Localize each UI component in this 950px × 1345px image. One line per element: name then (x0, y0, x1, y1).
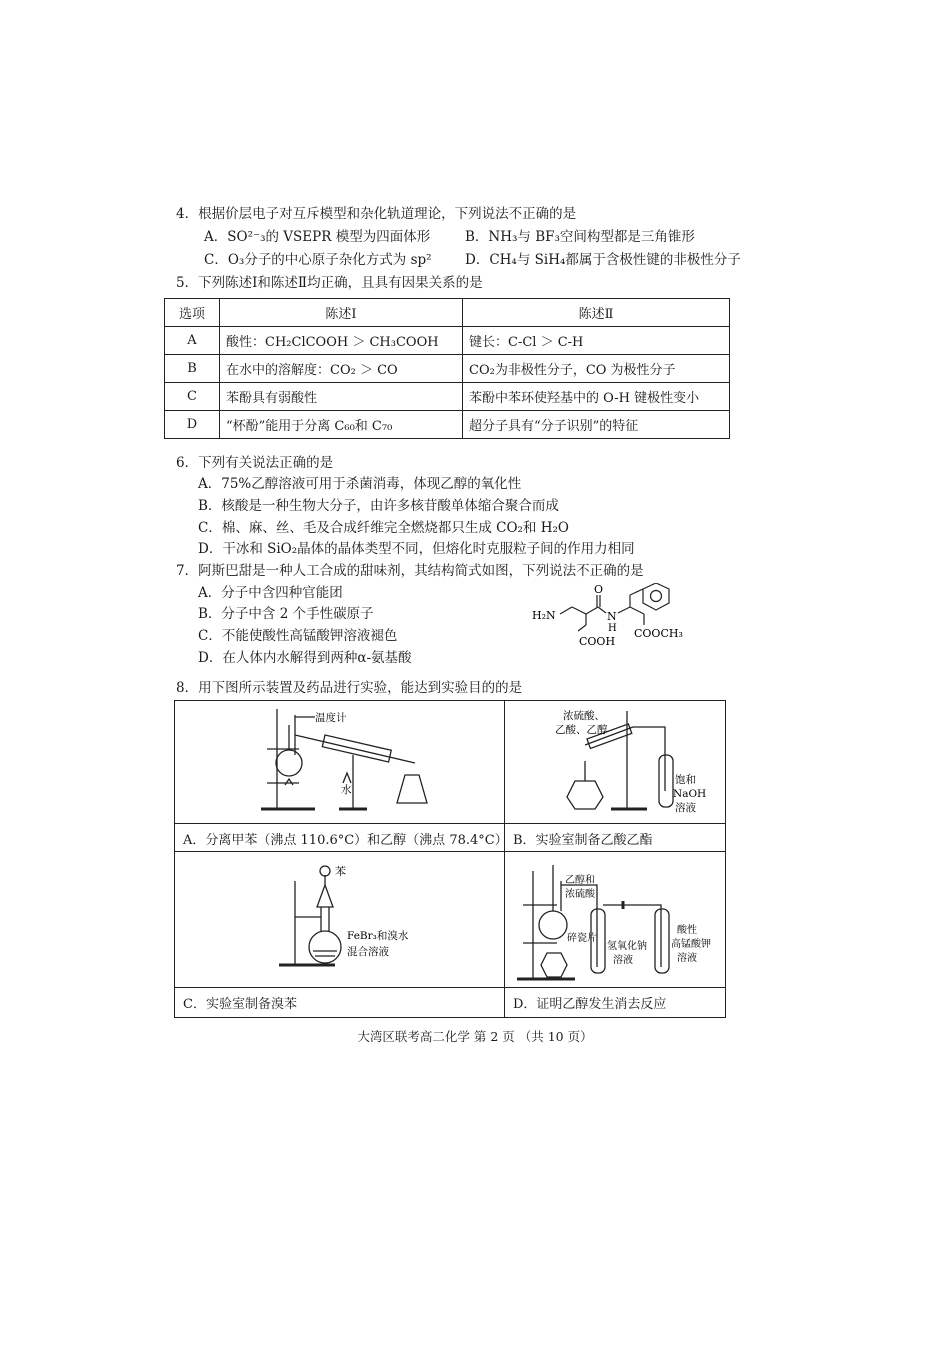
table-cell: 键长：C-Cl ＞ C-H (463, 327, 730, 355)
amide-h-label: H (608, 623, 617, 634)
bromobenzene-apparatus (265, 857, 495, 967)
acid-label: 浓硫酸 (565, 889, 595, 900)
table-row (165, 383, 730, 411)
q8-caption-b: B．实验室制备乙酸乙酯 (513, 833, 653, 848)
table-cell: 超分子具有“分子识别”的特征 (463, 411, 730, 439)
q8-caption-a: A．分离甲苯（沸点 110.6°C）和乙醇（沸点 78.4°C） (183, 833, 508, 848)
q8-stem: 8．用下图所示装置及药品进行实验，能达到实验目的的是 (176, 680, 523, 696)
table-header-cell: 陈述Ⅰ (220, 299, 463, 327)
table-cell: 在水中的溶解度：CO₂ ＞ CO (220, 355, 463, 383)
table-header-cell: 选项 (165, 299, 220, 327)
table-cell: A (165, 327, 220, 355)
mixture-label-2: 混合溶液 (347, 946, 389, 958)
table-cell: 酸性：CH₂ClCOOH ＞ CH₃COOH (220, 327, 463, 355)
grid-divider (504, 701, 505, 1017)
thermometer-label: 温度计 (315, 712, 347, 724)
q7-stem: 7．阿斯巴甜是一种人工合成的甜味剂，其结构简式如图，下列说法不正确的是 (176, 563, 644, 579)
saturated-label: 饱和 (675, 774, 696, 786)
q4-option-a: A．SO²⁻₃的 VSEPR 模型为四面体形 (204, 229, 431, 245)
q8-caption-c: C．实验室制备溴苯 (183, 997, 297, 1012)
elimination-apparatus (513, 857, 723, 985)
solution-label: 溶液 (675, 802, 696, 814)
q4-stem: 4．根据价层电子对互斥模型和杂化轨道理论，下列说法不正确的是 (176, 206, 577, 222)
q8-apparatus-grid (174, 700, 726, 1018)
grid-divider (175, 987, 725, 988)
table-header-cell: 陈述Ⅱ (463, 299, 730, 327)
ester-label: COOCH₃ (634, 627, 683, 640)
table-cell: C (165, 383, 220, 411)
table-cell: B (165, 355, 220, 383)
page-footer: 大湾区联考高二化学 第 2 页 （共 10 页） (357, 1029, 593, 1044)
porcelain-label: 碎瓷片 (567, 933, 597, 944)
amine-label: H₂N (532, 609, 556, 622)
q6-option-d: D．干冰和 SiO₂晶体的晶体类型不同，但熔化时克服粒子间的作用力相同 (198, 541, 635, 557)
q4-option-b: B．NH₃与 BF₃空间构型都是三角锥形 (465, 229, 695, 245)
q7-option-d: D．在人体内水解得到两种α-氨基酸 (198, 650, 412, 666)
benzene-label: 苯 (335, 865, 346, 878)
q7-option-c: C．不能使酸性高锰酸钾溶液褪色 (198, 628, 398, 644)
q7-option-b: B．分子中含 2 个手性碳原子 (198, 606, 374, 622)
q7-option-a: A．分子中含四种官能团 (198, 585, 343, 601)
kmno4-label-2: 高锰酸钾 (671, 939, 711, 950)
table-cell: 苯酚具有弱酸性 (220, 383, 463, 411)
table-row (165, 355, 730, 383)
table-cell: 苯酚中苯环使羟基中的 O-H 键极性变小 (463, 383, 730, 411)
q6-stem: 6．下列有关说法正确的是 (176, 455, 334, 471)
table-cell: D (165, 411, 220, 439)
water-label: 水 (341, 784, 352, 796)
kmno4-label-1: 酸性 (677, 925, 697, 936)
grid-divider (175, 851, 725, 852)
q5-stem: 5．下列陈述Ⅰ和陈述Ⅱ均正确，且具有因果关系的是 (176, 275, 483, 291)
amide-n-label: N (607, 610, 617, 623)
q4-option-d: D．CH₄与 SiH₄都属于含极性键的非极性分子 (465, 252, 741, 268)
q6-option-a: A．75%乙醇溶液可用于杀菌消毒，体现乙醇的氧化性 (198, 476, 522, 492)
acid-label: COOH (579, 635, 616, 648)
naoh-label-2: 溶液 (613, 955, 633, 966)
reagent-label-2: 乙酸、乙醇 (555, 724, 608, 736)
table-row (165, 411, 730, 439)
ester-apparatus (515, 705, 725, 817)
grid-divider (175, 823, 725, 824)
mixture-label-1: FeBr₃和溴水 (347, 930, 409, 942)
q6-option-b: B．核酸是一种生物大分子，由许多核苷酸单体缩合聚合而成 (198, 498, 559, 514)
svg-text:O: O (594, 583, 604, 596)
table-header-row (165, 299, 730, 327)
distillation-apparatus (255, 705, 455, 817)
q4-option-c: C．O₃分子的中心原子杂化方式为 sp² (204, 252, 432, 268)
ethanol-label: 乙醇和 (565, 875, 595, 886)
table-cell: “杯酚”能用于分离 C₆₀和 C₇₀ (220, 411, 463, 439)
naoh-label: NaOH (673, 788, 707, 800)
aspartame-structure (528, 583, 708, 655)
table-cell: CO₂为非极性分子，CO 为极性分子 (463, 355, 730, 383)
table-row (165, 327, 730, 355)
q8-caption-d: D．证明乙醇发生消去反应 (513, 997, 667, 1012)
q5-table (164, 298, 730, 439)
naoh-label-1: 氢氧化钠 (607, 941, 647, 952)
reagent-label-1: 浓硫酸、 (563, 710, 605, 722)
kmno4-label-3: 溶液 (677, 953, 697, 964)
q6-option-c: C．棉、麻、丝、毛及合成纤维完全燃烧都只生成 CO₂和 H₂O (198, 520, 569, 536)
